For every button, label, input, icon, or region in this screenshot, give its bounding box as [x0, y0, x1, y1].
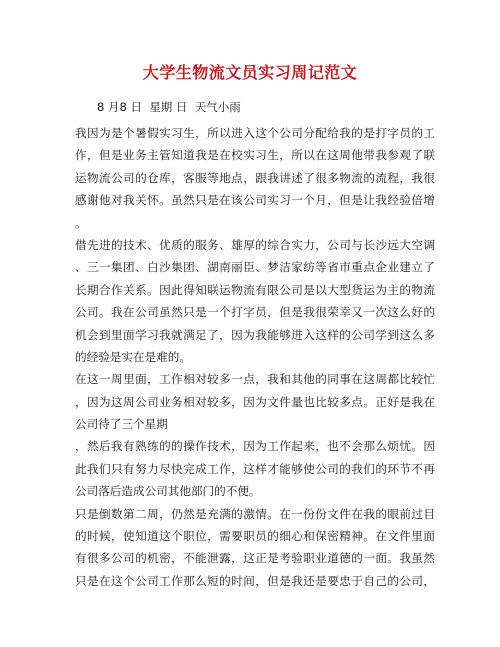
text-line: 的时候，使知道这个职位，需要职员的细心和保密精神。在文件里面	[75, 529, 435, 544]
text-line: 感谢他对我关怀。虽然只是在该公司实习一个月，但是让我经验倍增	[75, 193, 435, 208]
body-text	[75, 122, 435, 592]
document-title: 大学生物流文员实习周记范文	[142, 63, 358, 82]
text-line: 作，但是业务主管知道我是在校实习生，所以在这周他带我参观了联	[75, 148, 435, 163]
dateline: 8 月8 日 星期 日 天气小雨	[97, 100, 241, 114]
text-line: 、三一集团、白沙集团、湖南丽臣、梦洁家纺等省市重点企业建立了	[75, 260, 435, 275]
text-line: 只是倒数第二周，仍然是充满的激情。在一份份文件在我的眼前过目	[75, 506, 435, 521]
text-line: 运物流公司的仓库，客服等地点，跟我讲述了很多物流的流程，我很	[75, 170, 435, 185]
text-line: 公司。我在公司虽然只是一个打字员，但是我很荣幸又一次这么好的	[75, 305, 435, 320]
text-line: 机会到里面学习我就满足了，因为我能够进入这样的公司学到这么多	[75, 327, 435, 342]
text-line: 借先进的技术、优质的服务、雄厚的综合实力，公司与长沙远大空调	[75, 237, 435, 252]
text-line: ，然后我有熟练的的操作技术，因为工作起来，也不会那么烦忧。因	[75, 439, 435, 454]
text-line: 公司待了三个星期	[75, 417, 168, 432]
text-line: 公司落后造成公司其他部门的不便。	[75, 484, 261, 499]
text-line: 的经验是实在是难的。	[75, 349, 191, 364]
text-line: 我因为是个暑假实习生，所以进入这个公司分配给我的是打字员的工	[75, 126, 435, 140]
text-line: ，因为这周公司业务相对较多，因为文件量也比较多点。正好是我在	[75, 394, 435, 409]
text-line: 。	[75, 215, 87, 230]
text-line: 有很多公司的机密，不能泄露，这正是考验职业道德的一面。我虽然	[75, 551, 435, 566]
text-line: 在这一周里面，工作相对较多一点，我和其他的同事在这周都比较忙	[75, 372, 435, 387]
text-line: 长期合作关系。因此得知联运物流有限公司是以大型货运为主的物流	[75, 282, 435, 297]
text-line: 此我们只有努力尽快完成工作，这样才能够使公司的我们的环节不再	[75, 461, 435, 476]
text-line: 只是在这个公司工作那么短的时间，但是我还是要忠于自己的公司，	[75, 573, 435, 588]
